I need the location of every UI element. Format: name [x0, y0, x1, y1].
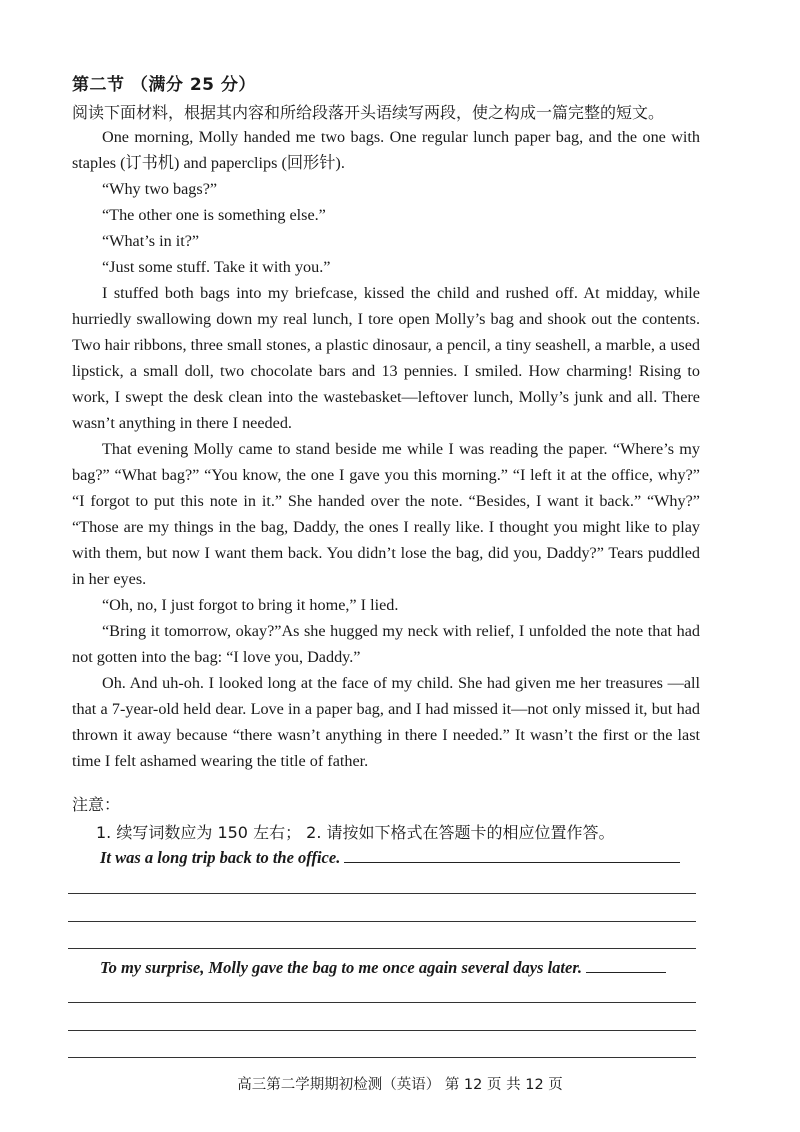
page-footer: 高三第二学期期初检测（英语） 第 12 页 共 12 页	[237, 1077, 563, 1093]
answer-line[interactable]	[68, 893, 696, 894]
story-paragraph: “What’s in it?”	[102, 232, 200, 250]
answer-line[interactable]	[68, 1030, 696, 1031]
answer-line[interactable]	[68, 921, 696, 922]
story-paragraph: “Bring it tomorrow, okay?”As she hugged my neck with relief, I unfolded the note that had not gotten into the bag: “I love you, Daddy.”	[72, 622, 700, 666]
continuation-prompt-2	[100, 958, 666, 978]
story-passage	[72, 124, 700, 774]
answer-blank[interactable]	[344, 861, 680, 863]
prompt-text: It was a long trip back to the office.	[100, 848, 341, 867]
answer-line[interactable]	[68, 1057, 696, 1058]
answer-line[interactable]	[68, 948, 696, 949]
story-paragraph: “Oh, no, I just forgot to bring it home,” I lied.	[102, 596, 399, 614]
story-paragraph: “The other one is something else.”	[102, 206, 326, 224]
section-instruction: 阅读下面材料，根据其内容和所给段落开头语续写两段，使之构成一篇完整的短文。	[72, 103, 665, 122]
continuation-prompt-1	[100, 848, 680, 868]
story-paragraph: “Why two bags?”	[102, 180, 218, 198]
notes-label: 注意：	[72, 795, 121, 814]
story-paragraph: “Just some stuff. Take it with you.”	[102, 258, 331, 276]
answer-blank[interactable]	[586, 971, 666, 973]
story-paragraph: Oh. And uh-oh. I looked long at the face of my child. She had given me her treasures —all that a 7-year-old held dear. Love in a paper bag, and I had missed it—not only missed it, but had thrown it away because “there wasn’t anything in there I needed.” It wasn’t the first or the last time I felt ashamed wearing the title of father.	[72, 674, 700, 770]
story-paragraph: That evening Molly came to stand beside me while I was reading the paper. “Where’s my bag?” “What bag?” “You know, the one I gave you this morning.” “I left it at the office, why?” “I forgot to put this note in it.” She handed over the note. “Besides, I want it back.” “Why?” “Those are my things in the bag, Daddy, the ones I really like. I thought you might like to play with them, but now I want them back. You didn’t lose the bag, did you, Daddy?” Tears puddled in her eyes.	[72, 440, 700, 588]
section-heading: 第二节 （满分 25 分）	[72, 75, 256, 95]
answer-line[interactable]	[68, 1002, 696, 1003]
story-paragraph: I stuffed both bags into my briefcase, kissed the child and rushed off. At midday, while hurriedly swallowing down my real lunch, I tore open Molly’s bag and shook out the contents. Two hair ribbons, three small stones, a plastic dinosaur, a pencil, a tiny seashell, a marble, a used lipstick, a small doll, two chocolate bars and 13 pennies. I smiled. How charming! Rising to work, I swept the desk clean into the wastebasket—leftover lunch, Molly’s junk and all. There wasn’t anything in there I needed.	[72, 284, 700, 432]
story-paragraph: One morning, Molly handed me two bags. One regular lunch paper bag, and the one with staples (订书机) and paperclips (回形针).	[72, 128, 700, 172]
prompt-text: To my surprise, Molly gave the bag to me once again several days later.	[100, 958, 582, 977]
note-item: 1. 续写词数应为 150 左右； 2. 请按如下格式在答题卡的相应位置作答。	[96, 823, 615, 842]
